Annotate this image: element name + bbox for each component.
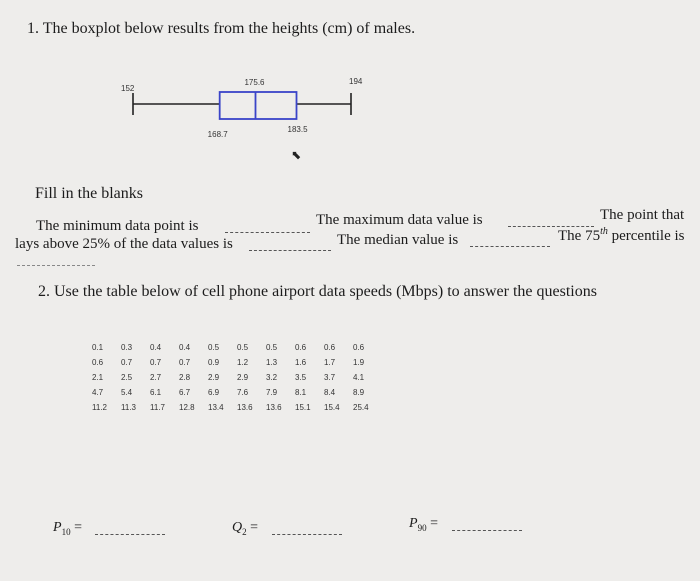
table-cell: 0.6 xyxy=(295,343,307,352)
table-cell: 0.7 xyxy=(150,358,162,367)
p10-blank[interactable] xyxy=(95,524,165,535)
min-data-blank[interactable] xyxy=(225,222,310,233)
lays-above-prompt: lays above 25% of the data values is xyxy=(15,236,233,252)
table-cell: 1.2 xyxy=(237,358,249,367)
table-row xyxy=(92,340,382,355)
table-cell: 2.1 xyxy=(92,373,104,382)
table-cell: 4.7 xyxy=(92,388,104,397)
table-cell: 11.2 xyxy=(92,403,107,412)
table-cell: 0.5 xyxy=(208,343,220,352)
boxplot-q1-label: 168.7 xyxy=(207,130,228,139)
table-cell: 5.4 xyxy=(121,388,133,397)
table-cell: 12.8 xyxy=(179,403,195,412)
boxplot-max-label: 194 xyxy=(349,77,363,86)
table-cell: 25.4 xyxy=(353,403,369,412)
min-data-prompt: The minimum data point is xyxy=(36,218,199,234)
table-cell: 3.7 xyxy=(324,373,336,382)
table-cell: 0.5 xyxy=(237,343,249,352)
table-cell: 8.4 xyxy=(324,388,336,397)
table-cell: 4.1 xyxy=(353,373,365,382)
table-cell: 2.7 xyxy=(150,373,162,382)
table-row xyxy=(92,400,382,415)
table-cell: 0.6 xyxy=(353,343,365,352)
boxplot-box xyxy=(220,92,297,119)
median-prompt: The median value is xyxy=(337,232,459,248)
table-cell: 2.9 xyxy=(237,373,249,382)
fill-in-header: Fill in the blanks xyxy=(35,185,143,202)
table-cell: 15.4 xyxy=(324,403,340,412)
point-that-prompt: The point that xyxy=(600,207,685,223)
table-cell: 1.6 xyxy=(295,358,307,367)
table-cell: 0.7 xyxy=(121,358,133,367)
q2-label: $Q_2$ = xyxy=(232,520,259,537)
boxplot-median-label: 175.6 xyxy=(244,78,265,87)
question-1-title: 1. The boxplot below results from the heights (cm) of males. xyxy=(27,20,416,37)
table-cell: 13.6 xyxy=(237,403,253,412)
table-cell: 0.1 xyxy=(92,343,104,352)
max-data-prompt: The maximum data value is xyxy=(316,212,483,228)
table-cell: 0.6 xyxy=(92,358,104,367)
boxplot-min-label: 152 xyxy=(121,84,135,93)
table-cell: 11.7 xyxy=(150,403,165,412)
table-cell: 1.9 xyxy=(353,358,365,367)
table-cell: 0.4 xyxy=(179,343,191,352)
p90-label: $P_{90}$ = xyxy=(409,516,438,533)
table-row xyxy=(92,385,382,400)
table-cell: 2.5 xyxy=(121,373,133,382)
table-cell: 1.3 xyxy=(266,358,278,367)
speeds-table xyxy=(92,340,382,415)
table-cell: 1.7 xyxy=(324,358,336,367)
table-cell: 0.5 xyxy=(266,343,278,352)
lays-above-blank[interactable] xyxy=(249,240,331,251)
table-cell: 8.9 xyxy=(353,388,365,397)
table-cell: 15.1 xyxy=(295,403,311,412)
p90-blank[interactable] xyxy=(452,520,522,531)
table-cell: 2.9 xyxy=(208,373,220,382)
mouse-cursor-icon: ⬉ xyxy=(291,148,302,162)
table-cell: 13.4 xyxy=(208,403,224,412)
median-blank[interactable] xyxy=(470,236,550,247)
table-cell: 8.1 xyxy=(295,388,307,397)
table-cell: 0.6 xyxy=(324,343,336,352)
p10-label: $P_{10}$ = xyxy=(53,520,82,537)
question-2-title: 2. Use the table below of cell phone airport data speeds (Mbps) to answer the questions xyxy=(38,283,597,300)
table-row xyxy=(92,370,382,385)
table-cell: 6.1 xyxy=(150,388,162,397)
p75-answer-blank[interactable] xyxy=(17,265,95,266)
table-cell: 0.3 xyxy=(121,343,133,352)
table-cell: 6.9 xyxy=(208,388,220,397)
table-cell: 2.8 xyxy=(179,373,191,382)
table-row xyxy=(92,355,382,370)
table-cell: 0.9 xyxy=(208,358,220,367)
table-cell: 0.7 xyxy=(179,358,191,367)
table-cell: 3.2 xyxy=(266,373,278,382)
table-cell: 7.6 xyxy=(237,388,249,397)
q2-blank[interactable] xyxy=(272,524,342,535)
table-cell: 6.7 xyxy=(179,388,191,397)
p75-prompt: The 75th percentile is xyxy=(558,226,685,244)
boxplot-q3-label: 183.5 xyxy=(287,125,308,134)
table-cell: 13.6 xyxy=(266,403,282,412)
table-cell: 7.9 xyxy=(266,388,278,397)
table-cell: 3.5 xyxy=(295,373,307,382)
table-cell: 11.3 xyxy=(121,403,136,412)
table-cell: 0.4 xyxy=(150,343,162,352)
